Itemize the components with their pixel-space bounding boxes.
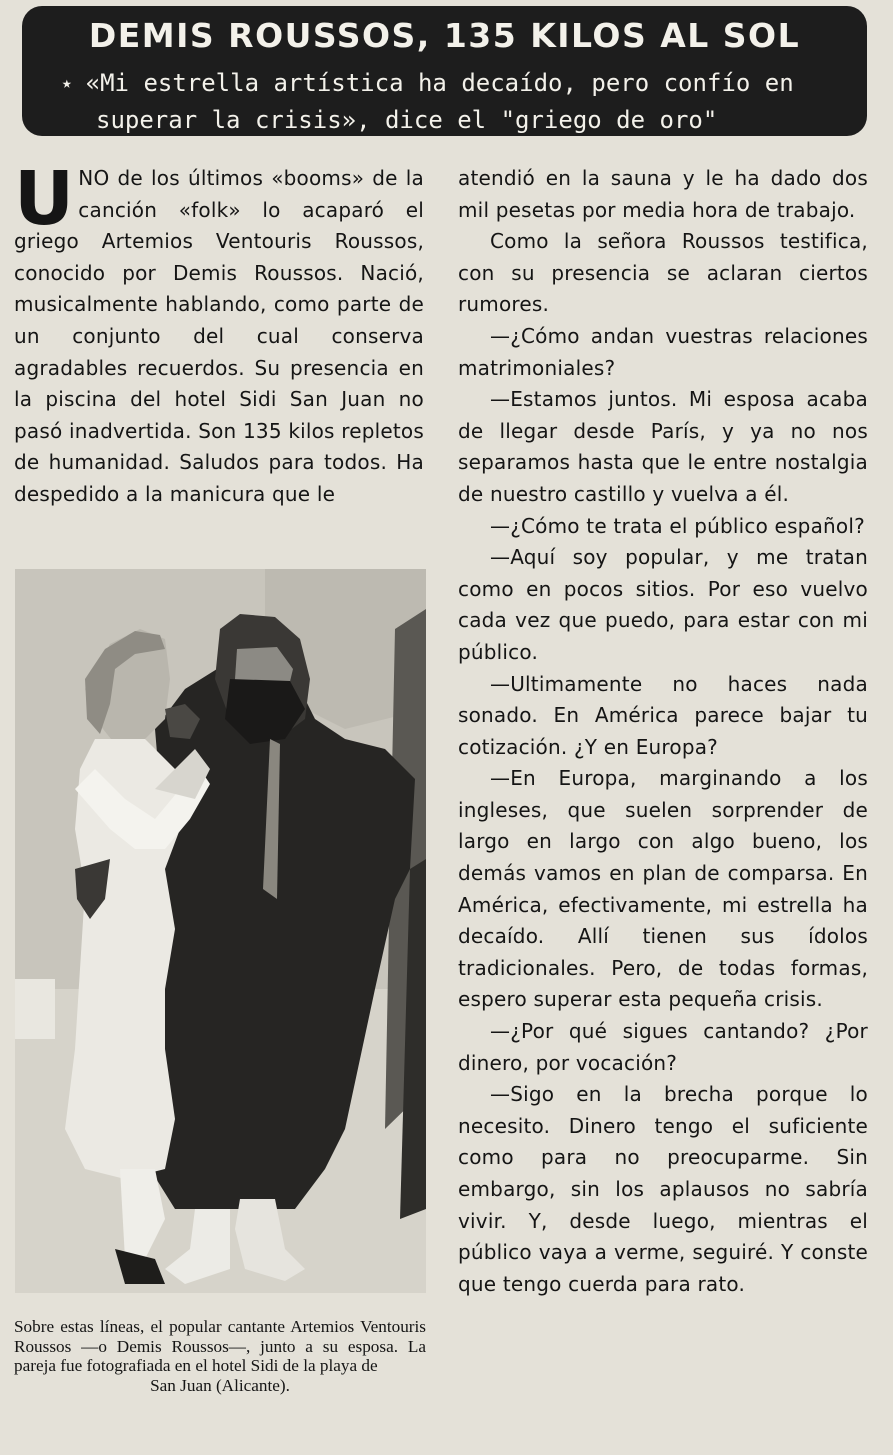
caption-last-line: San Juan (Alicante). <box>150 1375 290 1395</box>
interview-question: —¿Cómo andan vuestras relaciones matrimoniales? <box>458 323 868 380</box>
caption-text: Sobre estas líneas, el popular cantante Artemios Ventouris Roussos —o Demis Roussos—, junto a su esposa. La pareja fue fotografiada en el hotel Sidi de la playa de <box>14 1317 426 1376</box>
headline-title: DEMIS ROUSSOS, 135 KILOS AL SOL <box>88 16 801 55</box>
subtitle-line-2: superar la crisis», dice el "griego de oro" <box>96 106 718 134</box>
interview-question: —¿Por qué sigues cantando? ¿Por dinero, por vocación? <box>458 1019 868 1075</box>
article-paragraph: Como la señora Roussos testifica, con su presencia se aclaran ciertos rumores. <box>458 229 868 317</box>
interview-answer: —Aquí soy popular, y me tratan como en pocos sitios. Por eso vuelvo cada vez que puedo, para estar con mi público. <box>458 545 868 664</box>
article-left-column <box>14 156 424 511</box>
interview-question: —Ultimamente no haces nada sonado. En América parece bajar tu cotización. ¿Y en Europa? <box>458 671 868 759</box>
drop-cap: U <box>14 156 75 242</box>
star-icon: ★ <box>62 73 72 92</box>
interview-question: —¿Cómo te trata el público español? <box>490 513 865 538</box>
photo-illustration <box>15 569 426 1293</box>
couple-photo <box>15 569 426 1293</box>
photo-caption <box>14 1317 426 1395</box>
subtitle-line-1: «Mi estrella artística ha decaído, pero confío en <box>85 69 794 97</box>
headline-subtitle <box>62 64 842 139</box>
interview-answer: —Sigo en la brecha porque lo necesito. Dinero tengo el suficiente como para no preocuparme. Sin embargo, sin los aplausos no sabría vivir. Y, desde luego, mientras el público vaya a verme, seguiré. Y conste que tengo cuerda para rato. <box>458 1082 868 1296</box>
interview-answer: —Estamos juntos. Mi esposa acaba de llegar desde París, y ya no nos separamos hasta que le entre nostalgia de nuestro castillo y vuelva a él. <box>458 387 868 506</box>
article-paragraph: NO de los últimos «booms» de la canción «folk» lo acaparó el griego Artemios Ventouris Roussos, conocido por Demis Roussos. Nació, musicalmente hablando, como parte de un conjunto del cual conserva agradables recuerdos. Su presencia en la piscina del hotel Sidi San Juan no pasó inadvertida. Son 135 kilos repletos de humanidad. Saludos para todos. Ha despedido a la manicura que le <box>14 166 424 506</box>
headline-banner <box>22 6 867 136</box>
article-right-column <box>458 163 868 1300</box>
interview-answer: —En Europa, marginando a los ingleses, que suelen sorprender de largo en largo con algo bueno, los demás vamos en plan de comparsa. En América, efectivamente, mi estrella ha decaído. Allí tienen sus ídolos tradicionales. Pero, de todas formas, espero superar esta pequeña crisis. <box>458 766 868 1012</box>
article-paragraph: atendió en la sauna y le ha dado dos mil pesetas por media hora de trabajo. <box>458 166 868 222</box>
